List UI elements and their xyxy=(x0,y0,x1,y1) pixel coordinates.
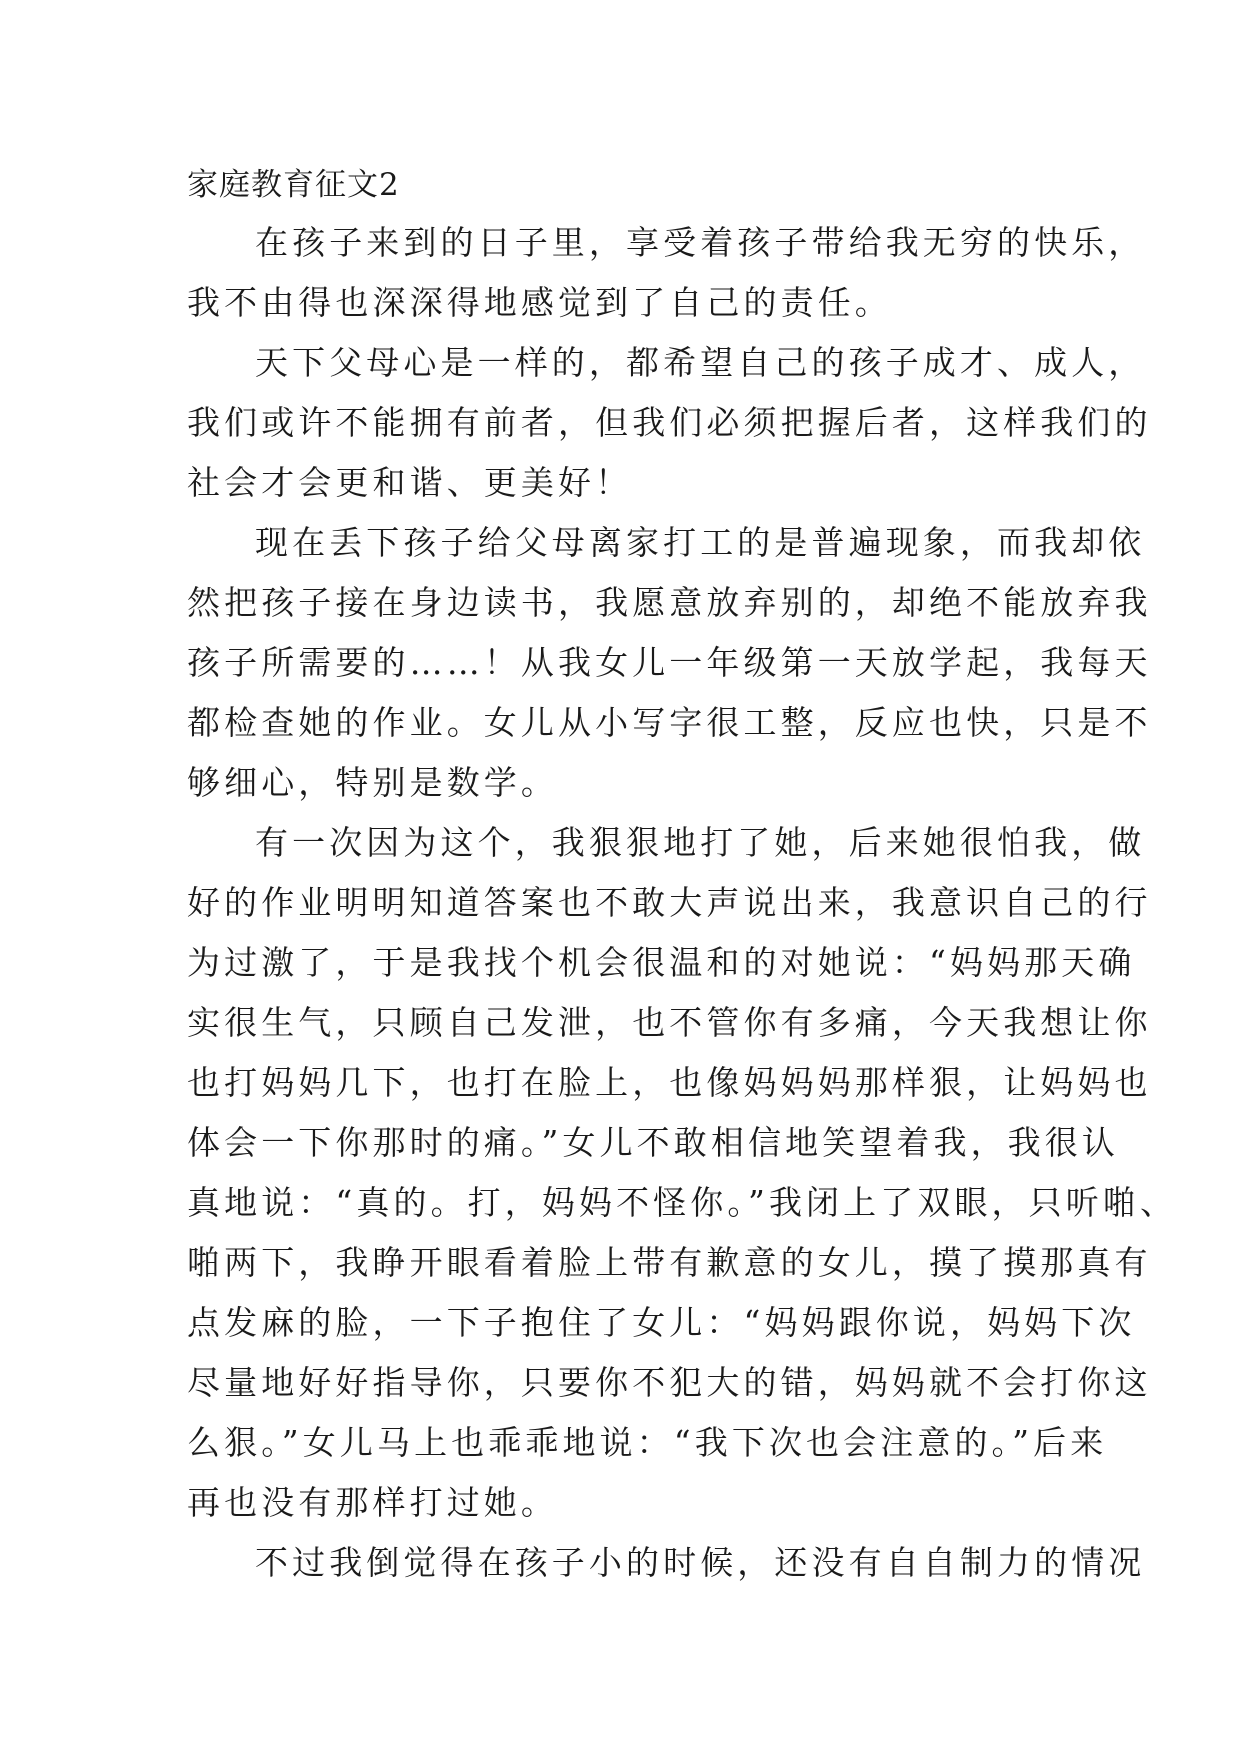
paragraph xyxy=(187,333,1152,513)
text-line: 天下父母心是一样的，都希望自己的孩子成才、成人， xyxy=(255,343,1146,382)
paragraph xyxy=(187,1533,1146,1593)
text-line: 好的作业明明知道答案也不敢大声说出来，我意识自己的行 xyxy=(187,883,1152,922)
text-line: 尽量地好好指导你，只要你不犯大的错，妈妈就不会打你这 xyxy=(187,1363,1152,1402)
text-line: 孩子所需要的……！从我女儿一年级第一天放学起，我每天 xyxy=(187,643,1152,682)
text-line: 再也没有那样打过她。 xyxy=(187,1483,558,1522)
text-line: 现在丢下孩子给父母离家打工的是普遍现象，而我却依 xyxy=(255,523,1146,562)
text-line: 够细心，特别是数学。 xyxy=(187,763,558,802)
text-line: 体会一下你那时的痛。”女儿不敢相信地笑望着我，我很认 xyxy=(187,1123,1119,1162)
text-line: 啪两下，我睁开眼看着脸上带有歉意的女儿，摸了摸那真有 xyxy=(187,1243,1152,1282)
document-title: 家庭教育征文2 xyxy=(187,167,400,203)
text-line: 实很生气，只顾自己发泄，也不管你有多痛，今天我想让你 xyxy=(187,1003,1152,1042)
paragraph xyxy=(187,213,1146,333)
text-line: 在孩子来到的日子里，享受着孩子带给我无穷的快乐， xyxy=(255,223,1146,262)
text-line: 社会才会更和谐、更美好！ xyxy=(187,463,633,502)
text-line: 不过我倒觉得在孩子小的时候，还没有自自制力的情况 xyxy=(255,1543,1146,1582)
text-line: 么狠。”女儿马上也乖乖地说：“我下次也会注意的。”后来 xyxy=(187,1423,1108,1462)
text-line: 我们或许不能拥有前者，但我们必须把握后者，这样我们的 xyxy=(187,403,1152,442)
document-body xyxy=(187,213,1178,1593)
text-line: 然把孩子接在身边读书，我愿意放弃别的，却绝不能放弃我 xyxy=(187,583,1152,622)
text-line: 点发麻的脸，一下子抱住了女儿：“妈妈跟你说，妈妈下次 xyxy=(187,1303,1136,1342)
text-line: 都检查她的作业。女儿从小写字很工整，反应也快，只是不 xyxy=(187,703,1152,742)
text-line: 也打妈妈几下，也打在脸上，也像妈妈妈那样狠，让妈妈也 xyxy=(187,1063,1152,1102)
text-line: 为过激了，于是我找个机会很温和的对她说：“妈妈那天确 xyxy=(187,943,1136,982)
paragraph xyxy=(187,813,1178,1533)
text-line: 真地说：“真的。打，妈妈不怪你。”我闭上了双眼，只听啪、 xyxy=(187,1183,1178,1222)
text-line: 我不由得也深深得地感觉到了自己的责任。 xyxy=(187,283,892,322)
text-line: 有一次因为这个，我狠狠地打了她，后来她很怕我，做 xyxy=(255,823,1146,862)
paragraph xyxy=(187,513,1152,813)
